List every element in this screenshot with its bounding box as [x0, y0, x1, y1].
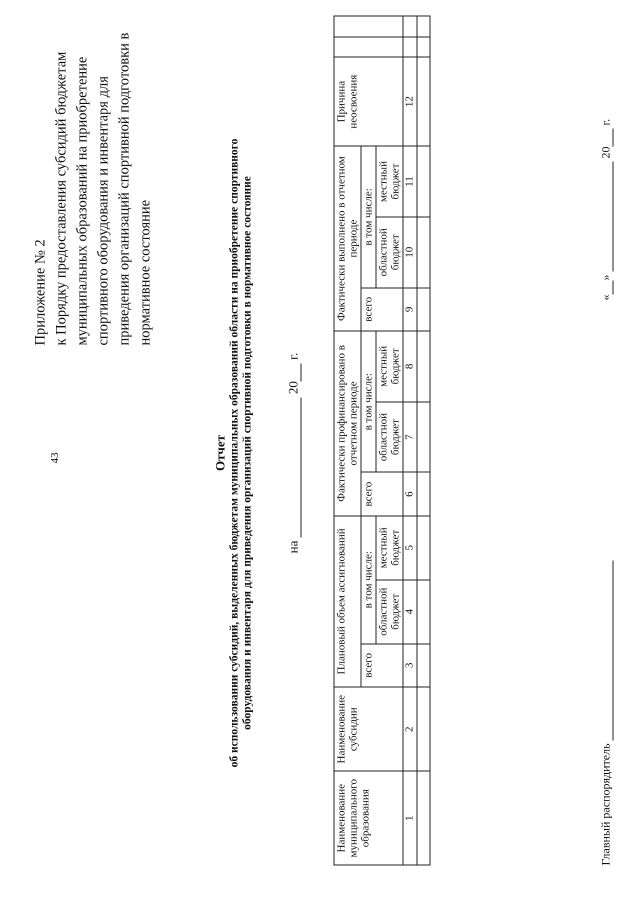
column-number: 4 — [403, 579, 417, 643]
appendix-title: Приложение № 2 — [32, 238, 48, 345]
column-number: 10 — [403, 216, 417, 287]
date-blank-line — [288, 397, 301, 537]
footer-year-blank — [600, 128, 613, 146]
table-cell — [417, 579, 430, 643]
signature-label: Главный распорядитель — [598, 742, 612, 865]
column-number: 5 — [403, 515, 417, 579]
header-financed-local: местный бюджет — [376, 330, 403, 401]
report-date-prefix: на — [285, 540, 300, 553]
table-cell — [417, 472, 430, 515]
appendix-block — [30, 15, 156, 345]
header-executed: Фактически выполнено в отчетном периоде — [334, 146, 361, 331]
header-financed-including: в том числе: — [361, 330, 376, 471]
header-executed-total: всего — [361, 287, 403, 330]
header-reason: Причина неосвоения — [334, 57, 403, 146]
table-cell — [417, 687, 430, 771]
header-financed-regional: областной бюджет — [376, 401, 403, 472]
column-number: 8 — [403, 330, 417, 401]
report-date-suffix: г. — [285, 352, 300, 360]
table-cell — [417, 643, 430, 686]
table-cell — [417, 401, 430, 472]
header-planned-regional: областной бюджет — [376, 579, 403, 643]
table-cell — [417, 287, 430, 330]
date-close-quote: » — [598, 274, 612, 280]
table-cell — [417, 330, 430, 401]
year-blank-line — [288, 363, 301, 381]
date-open-quote: « — [598, 294, 612, 300]
header-executed-including: в том числе: — [361, 146, 376, 287]
header-planned: Плановый объем ассигнований — [334, 515, 361, 686]
header-financed: Фактически профинансировано в отчетном периоде — [334, 330, 361, 515]
table-row — [417, 16, 430, 865]
column-number: 2 — [403, 687, 417, 771]
header-extra-2 — [334, 16, 403, 37]
column-number: 6 — [403, 472, 417, 515]
table-cell — [417, 16, 430, 37]
table-cell — [417, 216, 430, 287]
header-planned-including: в том числе: — [361, 515, 376, 643]
page-number: 43 — [49, 452, 61, 464]
table-cell — [417, 771, 430, 865]
signature-blank — [600, 560, 613, 740]
column-number-extra — [403, 36, 417, 57]
table-cell — [417, 36, 430, 57]
header-extra-1 — [334, 36, 403, 57]
column-number: 11 — [403, 146, 417, 217]
header-planned-local: местный бюджет — [376, 515, 403, 579]
month-blank — [600, 161, 613, 271]
report-table — [333, 15, 430, 865]
header-executed-local: местный бюджет — [376, 146, 403, 217]
header-planned-total: всего — [361, 643, 403, 686]
column-number-row — [403, 16, 417, 865]
table-cell — [417, 57, 430, 146]
column-number: 3 — [403, 643, 417, 686]
signature-line — [598, 560, 613, 865]
report-date-year: 20 — [285, 380, 300, 394]
column-number: 9 — [403, 287, 417, 330]
report-subtitle: об использовании субсидий, выделенных бюджетам муниципальных образований области на приобретение спортивного оборудования и инвентаря для приведения организаций спортивной подготовки в нормативное состояние — [228, 138, 253, 767]
footer-year-suffix: г. — [598, 118, 612, 125]
header-financed-total: всего — [361, 472, 403, 515]
column-number: 1 — [403, 771, 417, 865]
report-title: Отчет — [212, 434, 227, 471]
column-number: 7 — [403, 401, 417, 472]
header-subsidy: Наименование субсидии — [334, 687, 403, 771]
column-number-extra — [403, 16, 417, 37]
column-number: 12 — [403, 57, 417, 146]
header-executed-regional: областной бюджет — [376, 216, 403, 287]
header-municipality: Наименование муниципального образования — [334, 771, 403, 865]
table-cell — [417, 146, 430, 217]
day-blank — [600, 280, 613, 294]
footer-year: 20 — [598, 146, 612, 158]
appendix-body: к Порядку предоставления субсидий бюджетам муниципальных образований на приобретение спортивного оборудования и инвентаря для приведения организаций спортивной подготовки в нормативное состояние — [53, 32, 153, 345]
table-cell — [417, 515, 430, 579]
report-date — [285, 0, 301, 905]
signature-date — [598, 118, 613, 300]
